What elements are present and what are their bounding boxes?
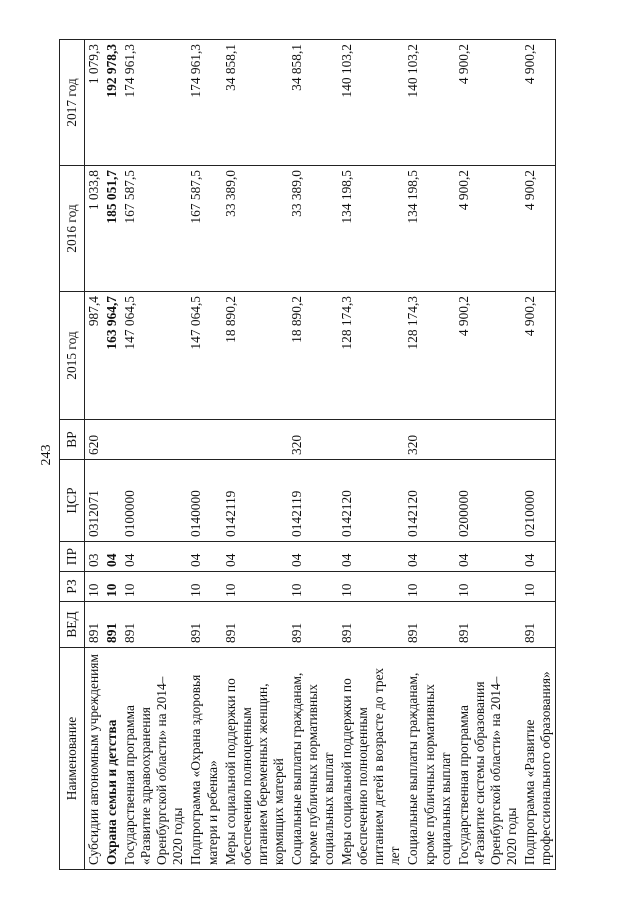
header-rz: РЗ (60, 572, 85, 602)
row-2016: 134 198,5 (404, 166, 454, 292)
row-pr: 04 (103, 542, 121, 572)
row-vr (222, 420, 288, 460)
row-vr (103, 420, 121, 460)
row-rz: 10 (338, 572, 404, 602)
row-2017: 4 900,2 (455, 40, 521, 166)
row-ved: 891 (288, 602, 338, 648)
row-2015: 18 890,2 (288, 292, 338, 420)
row-2016: 167 587,5 (187, 166, 221, 292)
row-2017: 4 900,2 (521, 40, 556, 166)
row-rz: 10 (103, 572, 121, 602)
row-vr (338, 420, 404, 460)
table-row (222, 40, 288, 870)
table-row (121, 40, 187, 870)
row-2016: 33 389,0 (288, 166, 338, 292)
row-ved: 891 (404, 602, 454, 648)
row-csr: 0200000 (455, 460, 521, 542)
row-ved: 891 (103, 602, 121, 648)
table-row (103, 40, 121, 870)
header-csr: ЦСР (60, 460, 85, 542)
row-2017: 140 103,2 (404, 40, 454, 166)
row-ved: 891 (222, 602, 288, 648)
header-2016: 2016 год (60, 166, 85, 292)
row-vr (521, 420, 556, 460)
row-pr: 04 (404, 542, 454, 572)
row-vr: 320 (288, 420, 338, 460)
table-row (85, 40, 104, 870)
row-csr: 0210000 (521, 460, 556, 542)
row-2015: 987,4 (85, 292, 104, 420)
row-rz: 10 (187, 572, 221, 602)
table-row (338, 40, 404, 870)
row-2015: 147 064,5 (121, 292, 187, 420)
row-2017: 174 961,3 (121, 40, 187, 166)
row-2017: 192 978,3 (103, 40, 121, 166)
header-2017: 2017 год (60, 40, 85, 166)
row-rz: 10 (288, 572, 338, 602)
row-vr: 320 (404, 420, 454, 460)
row-name: Меры социальной поддержки по обеспечению полноценным питанием детей в возрасте до трех лет (338, 648, 404, 870)
row-name: Государственная программа «Развитие системы образования Оренбургской области» на 2014–2020 годы (455, 648, 521, 870)
row-2015: 128 174,3 (404, 292, 454, 420)
row-2016: 33 389,0 (222, 166, 288, 292)
row-2015: 4 900,2 (455, 292, 521, 420)
row-2016: 167 587,5 (121, 166, 187, 292)
row-2017: 174 961,3 (187, 40, 221, 166)
table-row (521, 40, 556, 870)
row-name: Социальные выплаты гражданам, кроме публичных нормативных социальных выплат (404, 648, 454, 870)
row-pr: 04 (288, 542, 338, 572)
table-row (455, 40, 521, 870)
row-csr: 0312071 (85, 460, 104, 542)
row-2017: 34 858,1 (288, 40, 338, 166)
row-vr: 620 (85, 420, 104, 460)
row-rz: 10 (404, 572, 454, 602)
header-row (60, 40, 85, 870)
row-2015: 147 064,5 (187, 292, 221, 420)
row-csr: 0142119 (222, 460, 288, 542)
row-csr: 0142119 (288, 460, 338, 542)
row-rz: 10 (521, 572, 556, 602)
row-pr: 04 (521, 542, 556, 572)
row-name: Меры социальной поддержки по обеспечению полноценным питанием беременных женщин, кормящих матерей (222, 648, 288, 870)
row-rz: 10 (121, 572, 187, 602)
row-2015: 18 890,2 (222, 292, 288, 420)
row-name: Государственная программа «Развитие здравоохранения Оренбургской области» на 2014–2020 годы (121, 648, 187, 870)
row-2015: 4 900,2 (521, 292, 556, 420)
row-rz: 10 (222, 572, 288, 602)
row-vr (455, 420, 521, 460)
row-2017: 34 858,1 (222, 40, 288, 166)
row-pr: 04 (338, 542, 404, 572)
row-csr: 0142120 (404, 460, 454, 542)
row-pr: 04 (455, 542, 521, 572)
row-rz: 10 (455, 572, 521, 602)
row-ved: 891 (455, 602, 521, 648)
page-number: 243 (39, 444, 54, 466)
row-csr: 0100000 (121, 460, 187, 542)
row-pr: 03 (85, 542, 104, 572)
row-vr (121, 420, 187, 460)
table-row (187, 40, 221, 870)
row-pr: 04 (187, 542, 221, 572)
row-name: Охрана семьи и детства (103, 648, 121, 870)
row-csr: 0140000 (187, 460, 221, 542)
row-2016: 185 051,7 (103, 166, 121, 292)
row-csr (103, 460, 121, 542)
row-ved: 891 (521, 602, 556, 648)
header-ved: ВЕД (60, 602, 85, 648)
row-ved: 891 (187, 602, 221, 648)
row-2016: 4 900,2 (521, 166, 556, 292)
row-2016: 134 198,5 (338, 166, 404, 292)
row-2015: 128 174,3 (338, 292, 404, 420)
row-ved: 891 (338, 602, 404, 648)
table-row (404, 40, 454, 870)
row-pr: 04 (222, 542, 288, 572)
row-name: Подпрограмма «Охрана здоровья матери и ребенка» (187, 648, 221, 870)
row-2017: 1 079,3 (85, 40, 104, 166)
row-rz: 10 (85, 572, 104, 602)
row-2016: 1 033,8 (85, 166, 104, 292)
budget-table (59, 39, 556, 870)
rotated-page (35, 40, 615, 870)
header-pr: ПР (60, 542, 85, 572)
row-name: Субсидии автономным учреждениям (85, 648, 104, 870)
table-row (288, 40, 338, 870)
header-vr: ВР (60, 420, 85, 460)
row-name: Социальные выплаты гражданам, кроме публичных нормативных социальных выплат (288, 648, 338, 870)
row-pr: 04 (121, 542, 187, 572)
row-ved: 891 (85, 602, 104, 648)
header-name: Наименование (60, 648, 85, 870)
row-2017: 140 103,2 (338, 40, 404, 166)
row-csr: 0142120 (338, 460, 404, 542)
header-2015: 2015 год (60, 292, 85, 420)
row-ved: 891 (121, 602, 187, 648)
row-2015: 163 964,7 (103, 292, 121, 420)
row-name: Подпрограмма «Развитие профессионального образования» (521, 648, 556, 870)
row-vr (187, 420, 221, 460)
row-2016: 4 900,2 (455, 166, 521, 292)
